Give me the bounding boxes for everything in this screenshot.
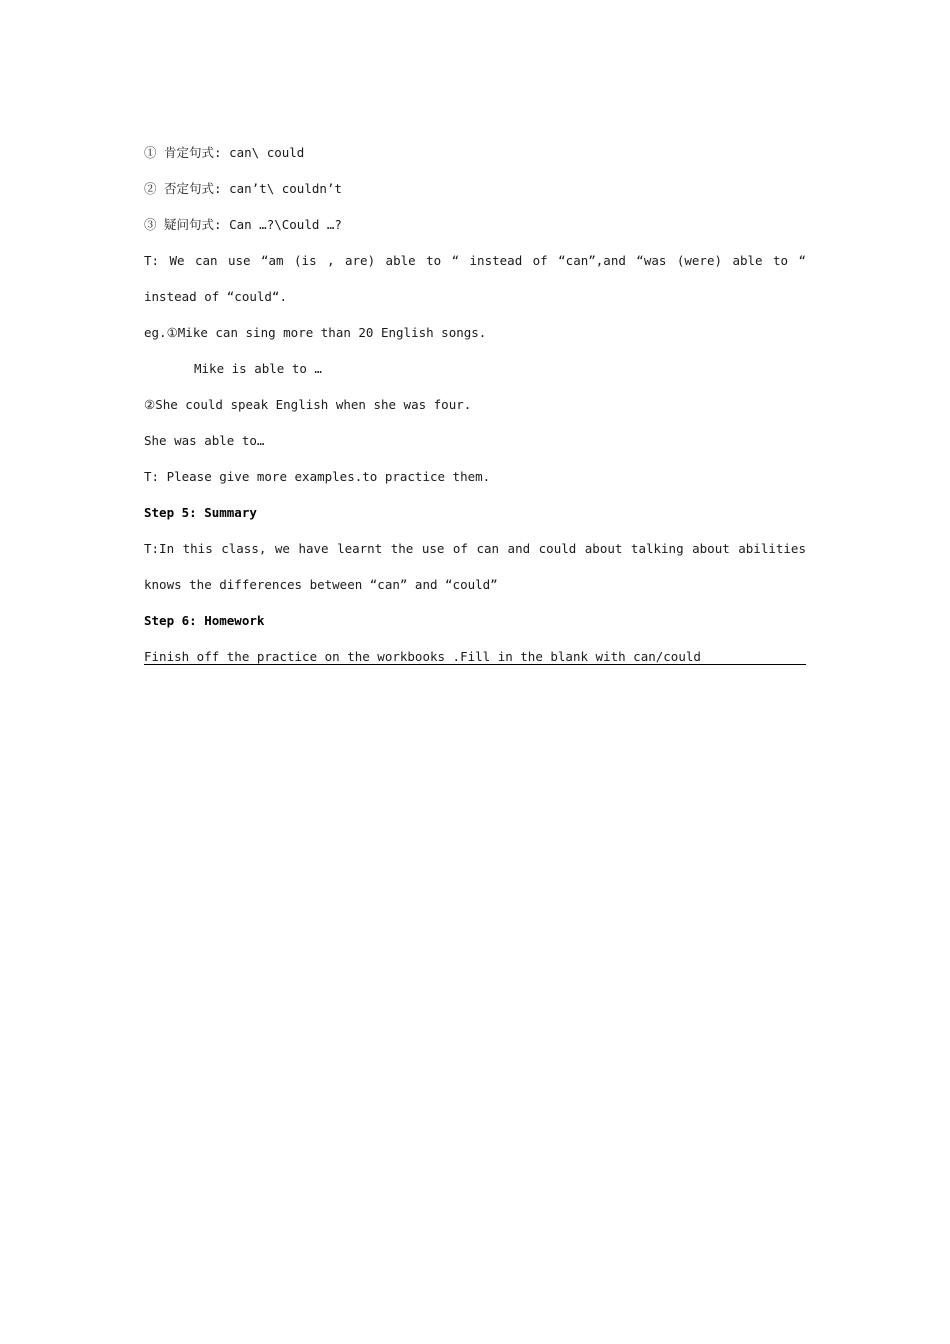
interrogative-form-line: ③ 疑问句式: Can …?\Could …? [144, 217, 342, 232]
step5-summary-line-1: T:In this class, we have learnt the use of can and could about talking about abilities [144, 541, 806, 556]
example-sentence-2-rewrite: She was able to… [144, 433, 265, 448]
teacher-note-practice: T: Please give more examples.to practice them. [144, 469, 491, 484]
homework-line [144, 640, 806, 676]
homework-underline [144, 664, 806, 665]
example-sentence-1: eg.①Mike can sing more than 20 English songs. [144, 325, 487, 340]
homework-text: Finish off the practice on the workbooks .Fill in the blank with can/could [144, 649, 701, 664]
step6-heading: Step 6: Homework [144, 613, 265, 628]
lesson-content [144, 136, 806, 676]
step5-heading: Step 5: Summary [144, 505, 257, 520]
step5-summary-line-2: knows the differences between “can” and “could” [144, 577, 498, 592]
teacher-note-able-to-line-2: instead of “could“. [144, 289, 287, 304]
negative-form-line: ② 否定句式: can’t\ couldn’t [144, 181, 342, 196]
example-sentence-1-rewrite: Mike is able to … [194, 361, 322, 376]
teacher-note-able-to-line-1: T: We can use “am (is , are) able to “ instead of “can”,and “was (were) able to “ [144, 253, 806, 268]
example-sentence-2: ②She could speak English when she was four. [144, 397, 472, 412]
affirmative-form-line: ① 肯定句式: can\ could [144, 145, 305, 160]
